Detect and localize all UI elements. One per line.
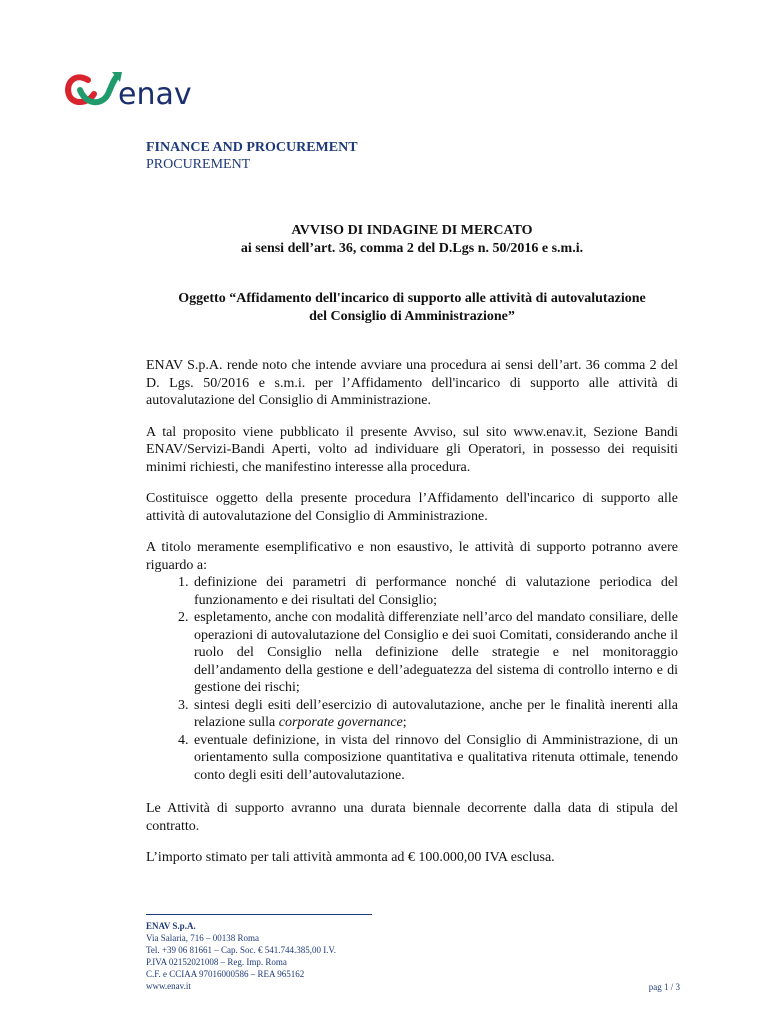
footer-company: ENAV S.p.A. [146, 921, 196, 931]
footer-address: Via Salaria, 716 – 00138 Roma [146, 933, 259, 943]
logo-wordmark: enav [118, 77, 192, 112]
footer [146, 920, 336, 992]
paragraph-object: Costituisce oggetto della presente procedura l’Affidamento dell'incarico di supporto alle attività di autovalutazione del Consiglio di Amministrazione. [146, 491, 678, 524]
footer-piva: P.IVA 02152021008 – Reg. Imp. Roma [146, 957, 287, 967]
footer-website-link[interactable]: www.enav.it [146, 981, 191, 991]
paragraph-duration: Le Attività di supporto avranno una durata biennale decorrente dalla data di stipula del contratto. [146, 801, 678, 834]
paragraph-intro: ENAV S.p.A. rende noto che intende avviare una procedura ai sensi dell’art. 36 comma 2 del D. Lgs. 50/2016 e s.m.i. per l’Affidamento dell'incarico di supporto alle attività di autovalutazione del Consiglio di Amministrazione. [146, 358, 678, 408]
footer-cf: C.F. e CCIAA 97016000586 – REA 965162 [146, 969, 305, 979]
enav-logo [62, 66, 212, 112]
list-item-end: ; [402, 715, 407, 730]
footer-tel: Tel. +39 06 81661 – Cap. Soc. € 541.744.385,00 I.V. [146, 945, 337, 955]
subject-line-2: del Consiglio di Amministrazione” [309, 309, 515, 324]
list-item: 2. espletamento, anche con modalità differenziate nell’arco del mandato consiliare, delle operazioni di autovalutazione del Consiglio e dei suoi Comitati, considerando anche il ruolo del Consiglio nella definizione delle strategie e nel monitoraggio dell’andamento della gestione e dell’adeguatezza del sistema di controllo interno e di gestione dei rischi; [192, 609, 678, 697]
footer-divider [146, 914, 372, 915]
title-line-2: ai sensi dell’art. 36, comma 2 del D.Lgs n. 50/2016 e s.m.i. [240, 241, 584, 256]
document-title [146, 222, 678, 258]
activities-list [146, 574, 678, 784]
paragraph-activities: A titolo meramente esemplificativo e non esaustivo, le attività di supporto potranno avere riguardo a: [146, 540, 678, 573]
list-item-text: sintesi degli esiti dell’esercizio di autovalutazione, anche per le finalità inerenti alla relazione sulla [194, 697, 678, 730]
subject-line-1: Oggetto “Affidamento dell'incarico di supporto alle attività di autovalutazione [178, 291, 646, 306]
page-number: pag 1 / 3 [648, 982, 680, 992]
document-body [146, 357, 678, 881]
title-line-1: AVVISO DI INDAGINE DI MERCATO [291, 223, 533, 238]
subdepartment-name: PROCUREMENT [146, 157, 251, 172]
department-header [146, 139, 358, 173]
document-subject [146, 290, 678, 326]
department-name: FINANCE AND PROCUREMENT [146, 140, 358, 155]
list-item-italic: corporate governance [278, 715, 403, 730]
list-item: 4. eventuale definizione, in vista del rinnovo del Consiglio di Amministrazione, di un orientamento sulla composizione quantitativa e qualitativa ritenuta ottimale, tenendo conto degli esiti dell’autovalutazione. [192, 732, 678, 785]
paragraph-publication: A tal proposito viene pubblicato il presente Avviso, sul sito www.enav.it, Sezione Bandi ENAV/Servizi-Bandi Aperti, volto ad individuare gli Operatori, in possesso dei requisiti minimi richiesti, che manifestino interesse alla procedura. [146, 424, 678, 475]
enav-logo-mark [62, 66, 212, 112]
list-item [192, 697, 678, 732]
paragraph-amount: L’importo stimato per tali attività ammonta ad € 100.000,00 IVA esclusa. [146, 850, 555, 865]
list-item: 1. definizione dei parametri di performance nonché di valutazione periodica del funzionamento e dei risultati del Consiglio; [192, 574, 678, 609]
